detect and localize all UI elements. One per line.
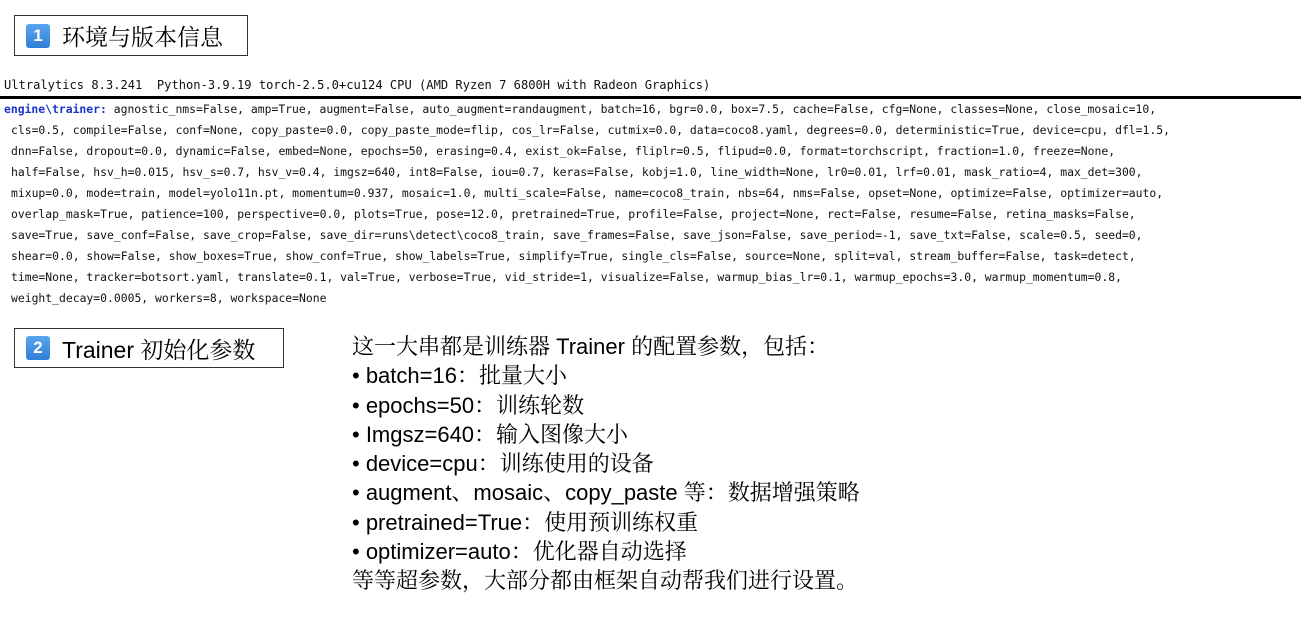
trainer-args-line: mixup=0.0, mode=train, model=yolo11n.pt, momentum=0.937, mosaic=1.0, multi_scale=False, name=coco8_train, nbs=64, nms=False, opset=None, optimize=False, optimizer=auto,: [11, 186, 1164, 200]
section-2-title: Trainer 初始化参数: [62, 336, 256, 363]
trainer-args-line: half=False, hsv_h=0.015, hsv_s=0.7, hsv_v=0.4, imgsz=640, int8=False, iou=0.7, keras=False, kobj=1.0, line_width=None, lr0=0.01, lrf=0.01, mask_ratio=4, max_det=300,: [11, 165, 1143, 179]
explanation-bullet: • Imgsz=640：输入图像大小: [352, 421, 629, 447]
explanation-bullet: • batch=16：批量大小: [352, 363, 567, 389]
explanation-text: [352, 332, 860, 596]
trainer-args-line: [4, 99, 1301, 120]
trainer-args-line: dnn=False, dropout=0.0, dynamic=False, embed=None, epochs=50, erasing=0.4, exist_ok=False, fliplr=0.5, flipud=0.0, format=torchscript, fraction=1.0, freeze=None,: [11, 144, 1116, 158]
trainer-args-line: time=None, tracker=botsort.yaml, translate=0.1, val=True, verbose=True, vid_stride=1, visualize=False, warmup_bias_lr=0.1, warmup_epochs=3.0, warmup_momentum=0.8,: [11, 270, 1122, 284]
trainer-args-line: weight_decay=0.0005, workers=8, workspace=None: [11, 291, 327, 305]
explanation-intro: 这一大串都是训练器 Trainer 的配置参数，包括：: [352, 334, 830, 359]
trainer-args-output: [4, 99, 1301, 309]
trainer-args-first-line: agnostic_nms=False, amp=True, augment=False, auto_augment=randaugment, batch=16, bgr=0.0, box=7.5, cache=False, cfg=None, classes=None, close_mosaic=10,: [106, 102, 1157, 116]
trainer-args-line: overlap_mask=True, patience=100, perspective=0.0, plots=True, pose=12.0, pretrained=True, profile=False, project=None, rect=False, resume=False, retina_masks=False,: [11, 207, 1136, 221]
section-2-heading: [14, 328, 284, 368]
environment-info-line: Ultralytics 8.3.241 Python-3.9.19 torch-2.5.0+cu124 CPU (AMD Ryzen 7 6800H with Radeon Graphics): [4, 78, 711, 92]
number-1-badge-icon: 1: [26, 24, 50, 48]
explanation-bullet: • pretrained=True：使用预训练权重: [352, 509, 699, 535]
explanation-bullet: • epochs=50：训练轮数: [352, 392, 585, 418]
trainer-args-prefix: engine\trainer:: [4, 102, 107, 116]
number-2-badge-icon: 2: [26, 336, 50, 360]
explanation-bullet: • optimizer=auto：优化器自动选择: [352, 539, 687, 565]
section-1-title: 环境与版本信息: [62, 24, 223, 50]
trainer-args-line: save=True, save_conf=False, save_crop=False, save_dir=runs\detect\coco8_train, save_frames=False, save_json=False, save_period=-1, save_txt=False, scale=0.5, seed=0,: [11, 228, 1143, 242]
trainer-args-line: cls=0.5, compile=False, conf=None, copy_paste=0.0, copy_paste_mode=flip, cos_lr=False, cutmix=0.0, data=coco8.yaml, degrees=0.0, deterministic=True, device=cpu, dfl=1.5,: [11, 123, 1170, 137]
section-1-heading: [14, 15, 248, 56]
trainer-args-line: shear=0.0, show=False, show_boxes=True, show_conf=True, show_labels=True, simplify=True, single_cls=False, source=None, split=val, stream_buffer=False, task=detect,: [11, 249, 1136, 263]
explanation-bullet: • device=cpu：训练使用的设备: [352, 451, 654, 477]
explanation-outro: 等等超参数，大部分都由框架自动帮我们进行设置。: [352, 568, 859, 594]
explanation-bullet: • augment、mosaic、copy_paste 等：数据增强策略: [352, 480, 860, 506]
